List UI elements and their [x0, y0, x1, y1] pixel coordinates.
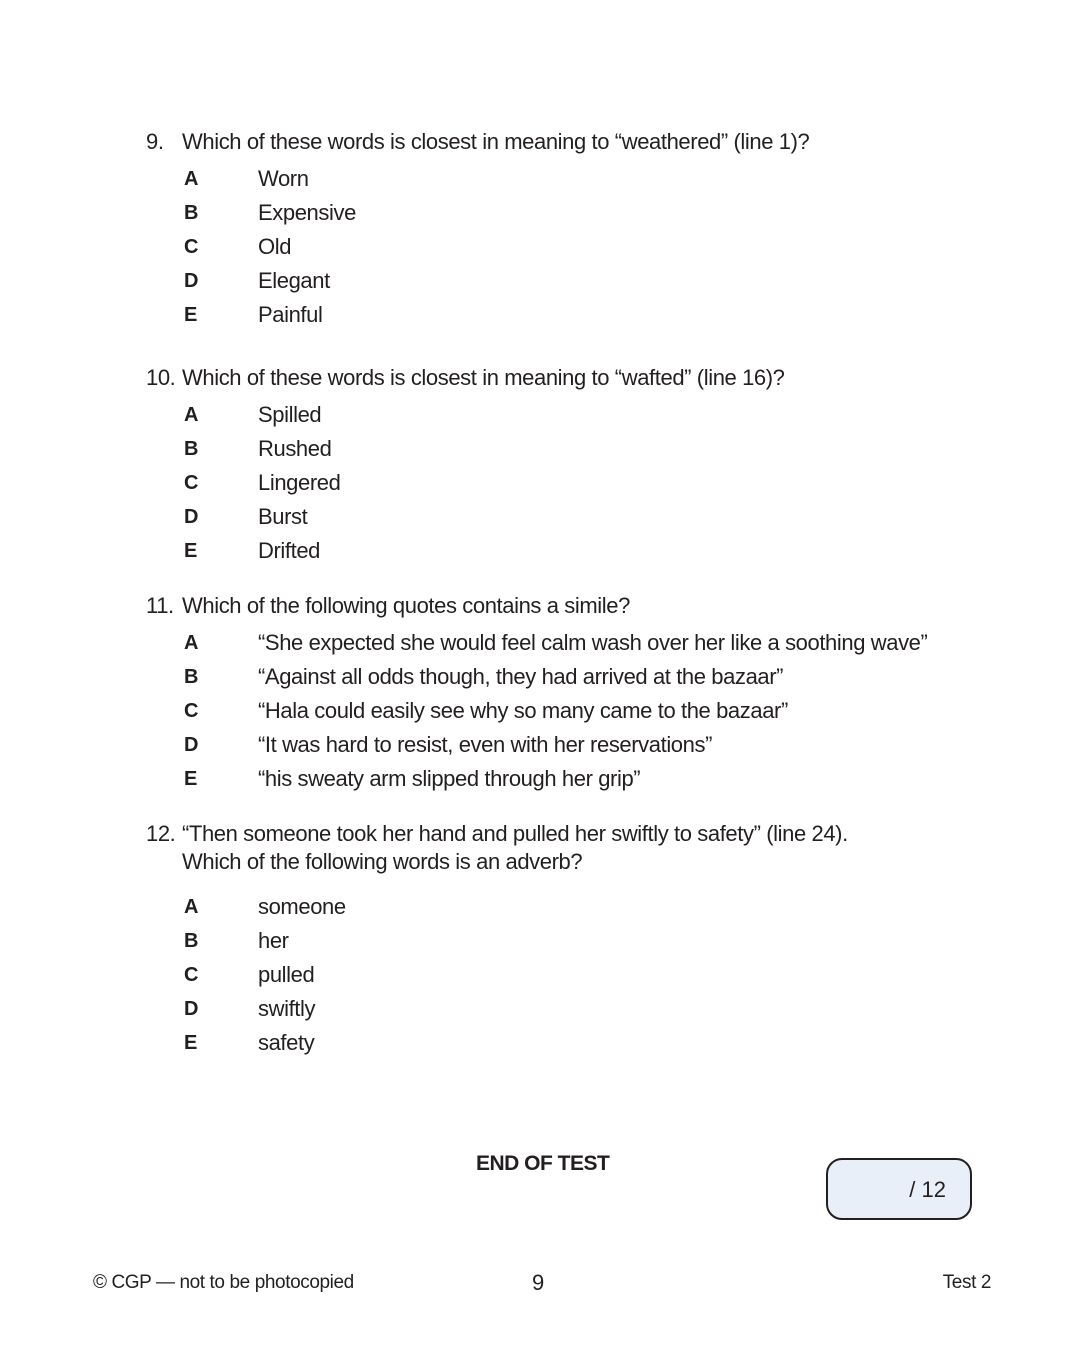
- question-text: [182, 820, 848, 876]
- option-letter: B: [184, 202, 199, 224]
- question-10: [146, 364, 785, 568]
- question-number: 9.: [146, 129, 164, 154]
- question-number: 10.: [146, 365, 176, 390]
- question-text-line-1: “Then someone took her hand and pulled her swiftly to safety” (line 24).: [182, 821, 848, 846]
- option-e[interactable]: [146, 762, 927, 796]
- option-a[interactable]: [146, 890, 848, 924]
- option-text: pulled: [258, 962, 315, 987]
- question-9: [146, 128, 809, 332]
- option-text: Worn: [258, 166, 309, 191]
- option-c[interactable]: [146, 466, 785, 500]
- option-letter: E: [184, 1032, 197, 1054]
- option-letter: A: [184, 404, 199, 426]
- option-d[interactable]: [146, 500, 785, 534]
- question-stem: [146, 820, 848, 876]
- option-text: safety: [258, 1030, 315, 1055]
- option-b[interactable]: [146, 432, 785, 466]
- question-text: Which of these words is closest in meaning to “wafted” (line 16)?: [182, 365, 785, 390]
- option-e[interactable]: [146, 1026, 848, 1060]
- option-letter: D: [184, 270, 199, 292]
- option-text: “She expected she would feel calm wash over her like a soothing wave”: [258, 630, 928, 655]
- option-text: Rushed: [258, 436, 332, 461]
- option-letter: D: [184, 734, 199, 756]
- option-text: Elegant: [258, 268, 330, 293]
- option-text: “It was hard to resist, even with her reservations”: [258, 732, 713, 757]
- option-letter: C: [184, 472, 199, 494]
- option-a[interactable]: [146, 162, 809, 196]
- option-text: swiftly: [258, 996, 316, 1021]
- option-b[interactable]: [146, 924, 848, 958]
- option-letter: A: [184, 896, 199, 918]
- option-text: Old: [258, 234, 292, 259]
- option-letter: B: [184, 930, 199, 952]
- options-list: [146, 890, 848, 1060]
- option-a[interactable]: [146, 626, 927, 660]
- score-box[interactable]: [826, 1158, 972, 1220]
- option-letter: B: [184, 438, 199, 460]
- page-number: 9: [532, 1270, 544, 1295]
- option-letter: C: [184, 700, 199, 722]
- option-c[interactable]: [146, 230, 809, 264]
- option-text: Expensive: [258, 200, 356, 225]
- options-list: [146, 626, 927, 796]
- option-letter: C: [184, 964, 199, 986]
- option-letter: D: [184, 506, 199, 528]
- test-label: Test 2: [942, 1272, 991, 1293]
- option-c[interactable]: [146, 694, 927, 728]
- question-number: 12.: [146, 821, 176, 846]
- option-b[interactable]: [146, 660, 927, 694]
- question-text: Which of these words is closest in meaning to “weathered” (line 1)?: [182, 129, 810, 154]
- options-list: [146, 398, 785, 568]
- question-12: [146, 820, 848, 1060]
- option-a[interactable]: [146, 398, 785, 432]
- question-stem: [146, 364, 785, 392]
- option-letter: A: [184, 168, 199, 190]
- option-c[interactable]: [146, 958, 848, 992]
- option-text: her: [258, 928, 289, 953]
- score-total: / 12: [909, 1177, 946, 1202]
- option-d[interactable]: [146, 264, 809, 298]
- option-letter: E: [184, 304, 197, 326]
- end-of-test-label: END OF TEST: [476, 1152, 610, 1175]
- question-stem: [146, 592, 927, 620]
- option-letter: E: [184, 768, 197, 790]
- option-d[interactable]: [146, 728, 927, 762]
- copyright-footer: © CGP — not to be photocopied: [93, 1272, 354, 1293]
- options-list: [146, 162, 809, 332]
- option-letter: E: [184, 540, 197, 562]
- option-text: Drifted: [258, 538, 320, 563]
- option-letter: A: [184, 632, 199, 654]
- option-letter: C: [184, 236, 199, 258]
- option-letter: B: [184, 666, 199, 688]
- option-e[interactable]: [146, 534, 785, 568]
- option-d[interactable]: [146, 992, 848, 1026]
- question-stem: [146, 128, 809, 156]
- question-text-line-2: Which of the following words is an adverb?: [182, 849, 583, 874]
- option-letter: D: [184, 998, 199, 1020]
- question-11: [146, 592, 927, 796]
- option-text: Burst: [258, 504, 308, 529]
- option-text: “his sweaty arm slipped through her grip”: [258, 766, 641, 791]
- option-text: Lingered: [258, 470, 341, 495]
- question-text: Which of the following quotes contains a simile?: [182, 593, 630, 618]
- option-text: “Against all odds though, they had arrived at the bazaar”: [258, 664, 784, 689]
- option-b[interactable]: [146, 196, 809, 230]
- option-text: Painful: [258, 302, 323, 327]
- question-number: 11.: [146, 593, 174, 618]
- option-text: Spilled: [258, 402, 322, 427]
- option-e[interactable]: [146, 298, 809, 332]
- option-text: “Hala could easily see why so many came to the bazaar”: [258, 698, 788, 723]
- option-text: someone: [258, 894, 346, 919]
